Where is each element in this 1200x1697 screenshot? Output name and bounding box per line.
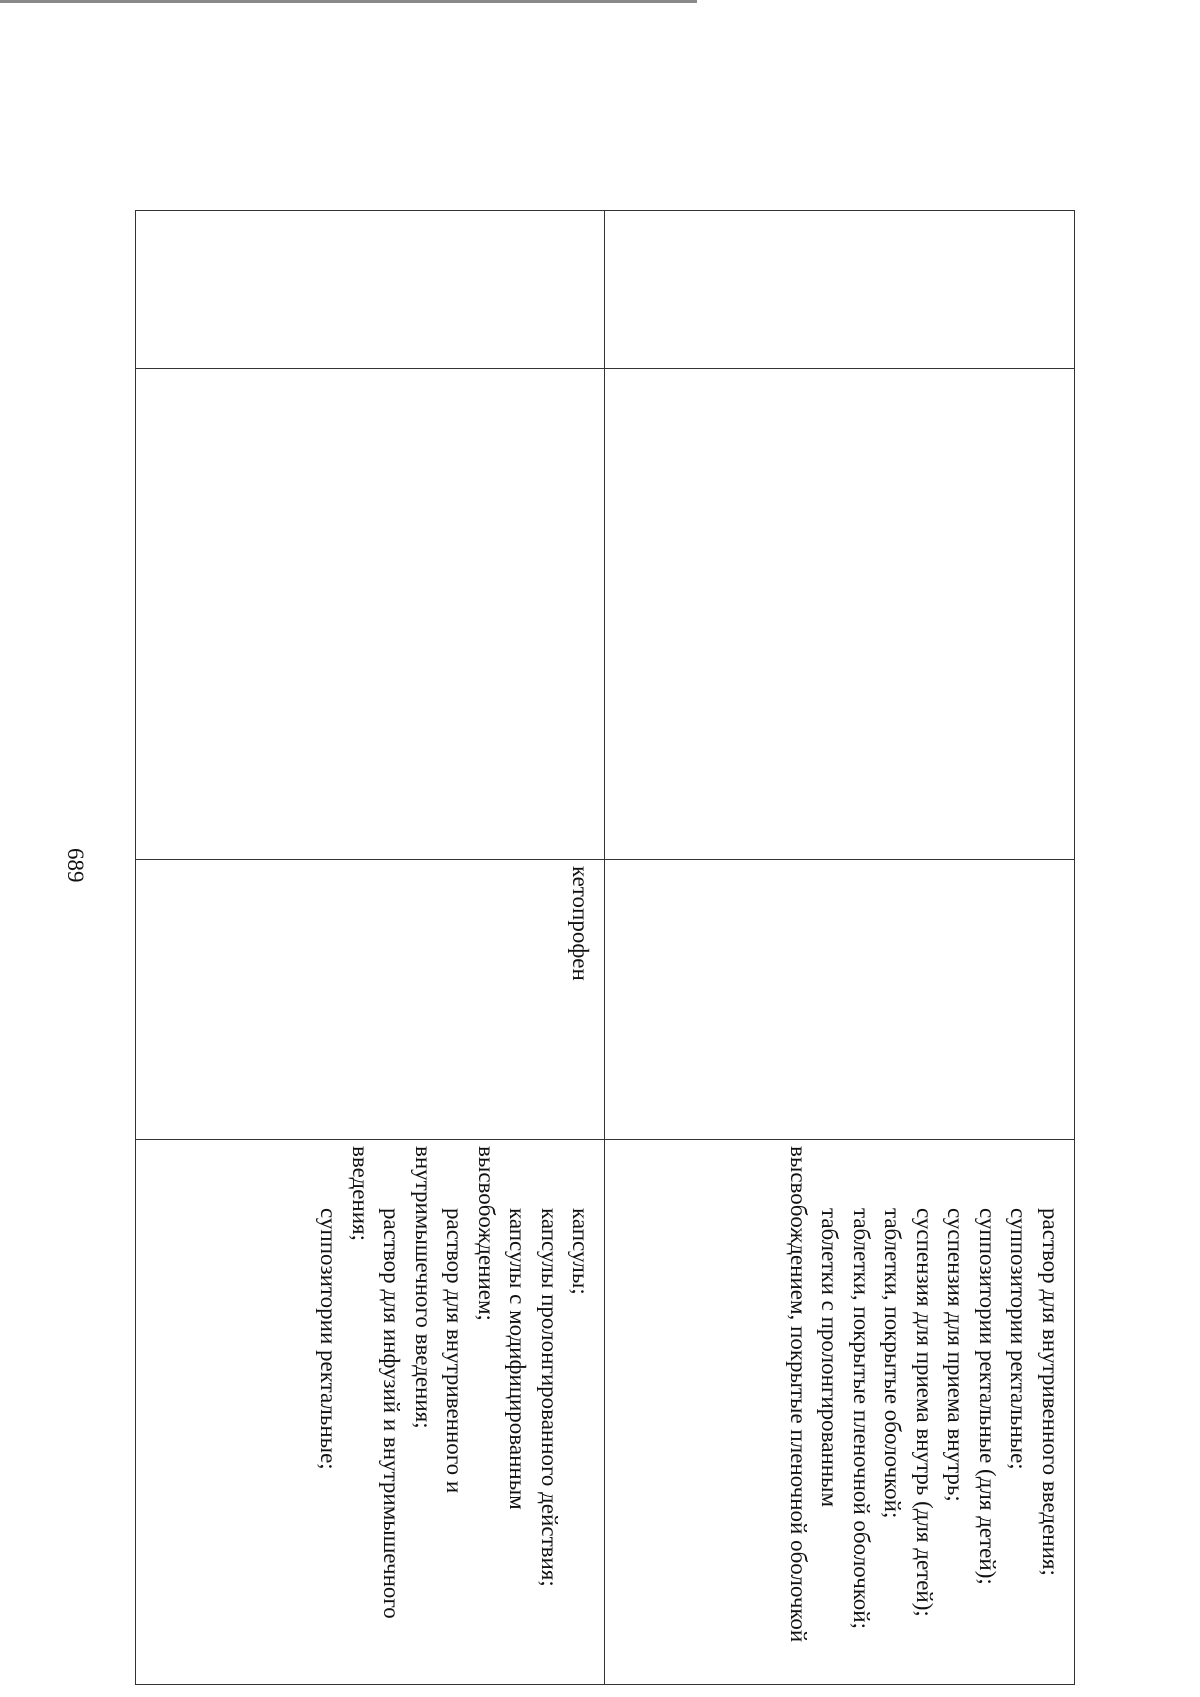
group-cell: [136, 369, 606, 860]
top-rule: [0, 0, 697, 3]
dosage-form: раствор для инфузий и внутримышечного введения;: [348, 1146, 405, 1619]
code-cell: [136, 211, 606, 369]
table-row: [136, 211, 606, 1685]
dosage-form: таблетки с пролонгированным высвобождением, покрытые пленочной оболочкой: [786, 1146, 843, 1643]
page-number: 689: [63, 848, 88, 883]
table-row: [605, 211, 1075, 1685]
dosage-form: суспензия для приема внутрь (для детей);: [912, 1208, 937, 1617]
code-cell: [605, 211, 1075, 369]
dosage-form: суппозитории ректальные (для детей);: [975, 1208, 1000, 1585]
dosage-form: таблетки, покрытые оболочкой;: [880, 1208, 906, 1519]
drug-name-cell: [605, 860, 1075, 1140]
drug-name-cell: кетопрофен: [136, 860, 606, 1140]
dosage-form: капсулы с модифицированным высвобождением;: [474, 1146, 531, 1510]
dosage-forms-cell: [136, 1140, 606, 1685]
drug-table: [135, 210, 1075, 1643]
dosage-form: суппозитории ректальные;: [316, 1208, 342, 1470]
dosage-form: капсулы пролонгированного действия;: [537, 1208, 562, 1587]
dosage-form: раствор для внутривенного введения;: [1038, 1208, 1063, 1576]
dosage-forms-cell: [605, 1140, 1075, 1685]
dosage-form: суппозитории ректальные;: [1006, 1208, 1032, 1470]
group-cell: [605, 369, 1075, 860]
dosage-form: раствор для внутривенного и внутримышечного введения;: [411, 1146, 468, 1494]
dosage-form: капсулы;: [568, 1208, 594, 1295]
dosage-form: таблетки, покрытые пленочной оболочкой;: [849, 1208, 874, 1629]
dosage-form: суспензия для приема внутрь;: [943, 1208, 969, 1502]
